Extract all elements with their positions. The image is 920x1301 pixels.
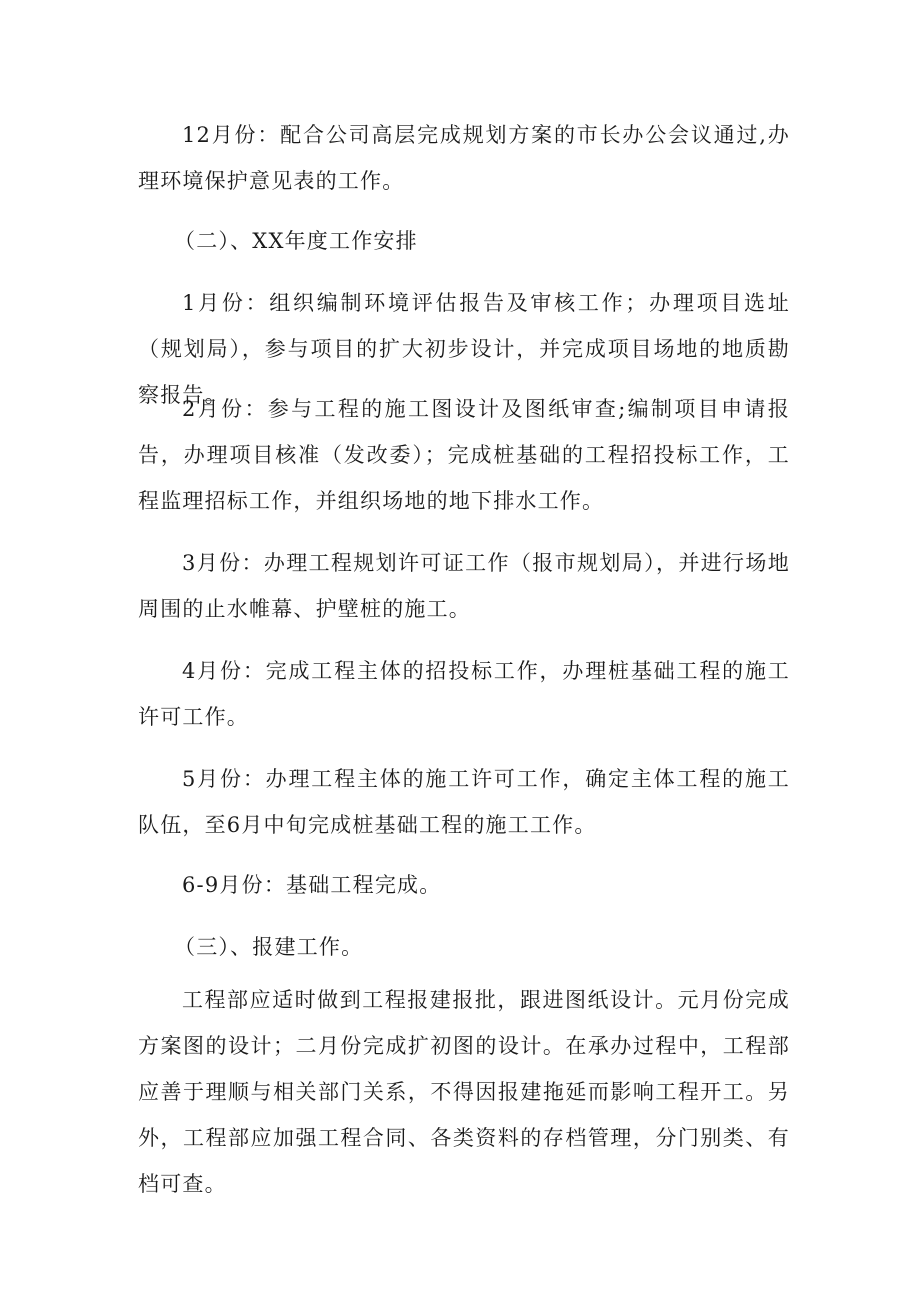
paragraph-june-september: 6-9月份：基础工程完成。 <box>182 873 442 897</box>
paragraph-december: 12月份：配合公司高层完成规划方案的市长办公会议通过,办理环境保护意见表的工作。 <box>138 123 790 193</box>
paragraph-february: 2月份：参与工程的施工图设计及图纸审查;编制项目申请报告，办理项目核准（发改委）；完成桩基础的工程招投标工作，工程监理招标工作，并组织场地的地下排水工作。 <box>138 397 790 513</box>
paragraph-april: 4月份：完成工程主体的招投标工作，办理桩基础工程的施工许可工作。 <box>138 659 790 729</box>
paragraph-march: 3月份：办理工程规划许可证工作（报市规划局），并进行场地周围的止水帷幕、护壁桩的施工。 <box>138 551 790 621</box>
paragraph-may: 5月份：办理工程主体的施工许可工作，确定主体工程的施工队伍，至6月中旬完成桩基础工程的施工工作。 <box>138 767 790 837</box>
section-heading-permits: （三）、报建工作。 <box>174 935 364 959</box>
paragraph-permit-work: 工程部应适时做到工程报建报批，跟进图纸设计。元月份完成方案图的设计；二月份完成扩初图的设计。在承办过程中，工程部应善于理顺与相关部门关系，不得因报建拖延而影响工程开工。另外，工程部应加强工程合同、各类资料的存档管理，分门别类、有档可查。 <box>138 988 790 1196</box>
paragraph-january: 1月份：组织编制环境评估报告及审核工作；办理项目选址（规划局），参与项目的扩大初步设计，并完成项目场地的地质勘察报告。 <box>138 291 790 407</box>
section-heading-annual-plan: （二）、XX年度工作安排 <box>174 229 418 253</box>
